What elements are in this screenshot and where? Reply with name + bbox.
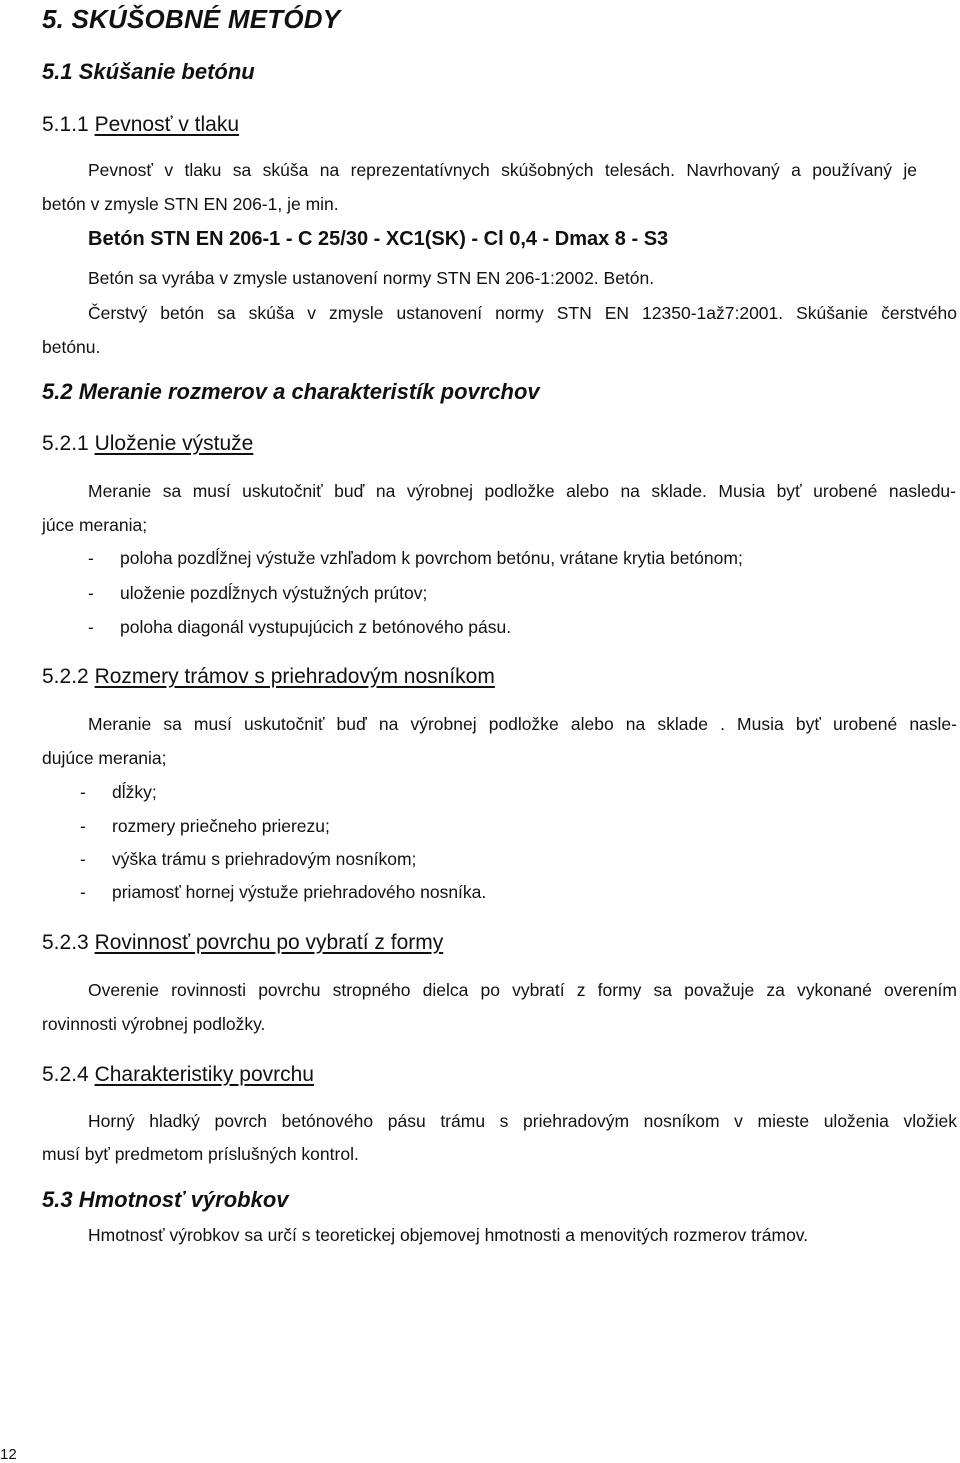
subsection-title: Rozmery trámov s priehradovým nosníkom	[94, 665, 495, 688]
list-dash: -	[88, 548, 94, 568]
subsection-number: 5.2.2	[42, 665, 89, 688]
list-dash: -	[80, 782, 86, 802]
list-item: priamosť hornej výstuže priehradového nosníka.	[112, 882, 487, 902]
subsection-heading-5-2-2	[42, 664, 495, 690]
paragraph-line: musí byť predmetom príslušných kontrol.	[42, 1144, 359, 1164]
list-item: výška trámu s priehradovým nosníkom;	[112, 849, 417, 869]
subsection-title: Charakteristiky povrchu	[94, 1063, 314, 1086]
list-dash: -	[80, 849, 86, 869]
list-dash: -	[88, 617, 94, 637]
subsection-heading-5-2-1	[42, 431, 253, 457]
page-number: 12	[0, 1446, 17, 1463]
list-item: poloha pozdĺžnej výstuže vzhľadom k povrchom betónu, vrátane krytia betónom;	[120, 548, 743, 568]
list-dash: -	[80, 882, 86, 902]
subsection-heading-5-2-3	[42, 930, 443, 956]
paragraph-line: betónu.	[42, 337, 101, 357]
subsection-number: 5.2.4	[42, 1063, 89, 1086]
subsection-heading-5-1-1	[42, 112, 239, 138]
list-dash: -	[80, 816, 86, 836]
subsection-number: 5.2.1	[42, 432, 89, 455]
list-item: rozmery priečneho prierezu;	[112, 816, 330, 836]
subsection-title: Uloženie výstuže	[94, 432, 254, 455]
paragraph-line: Meranie sa musí uskutočniť buď na výrobnej podložke alebo na sklade. Musia byť urobené nasledu-	[88, 481, 956, 501]
subsection-heading-5-2-4	[42, 1062, 314, 1088]
subsection-title: Rovinnosť povrchu po vybratí z formy	[94, 931, 444, 954]
section-heading-5-2: 5.2 Meranie rozmerov a charakteristík povrchov	[42, 379, 540, 404]
paragraph-line: Hmotnosť výrobkov sa určí s teoretickej objemovej hmotnosti a menovitých rozmerov trámov.	[88, 1225, 809, 1245]
paragraph-line: rovinnosti výrobnej podložky.	[42, 1014, 266, 1034]
concrete-spec: Betón STN EN 206-1 - C 25/30 - XC1(SK) - Cl 0,4 - Dmax 8 - S3	[88, 228, 669, 250]
subsection-number: 5.1.1	[42, 113, 89, 136]
paragraph-line: Betón sa vyrába v zmysle ustanovení normy STN EN 206-1:2002. Betón.	[88, 268, 655, 288]
section-heading-5-1: 5.1 Skúšanie betónu	[42, 59, 255, 84]
chapter-heading: 5. SKÚŠOBNÉ METÓDY	[42, 4, 341, 34]
paragraph-line: júce merania;	[42, 515, 148, 535]
list-item: poloha diagonál vystupujúcich z betónového pásu.	[120, 617, 512, 637]
section-heading-5-3: 5.3 Hmotnosť výrobkov	[42, 1187, 289, 1212]
paragraph-line: Pevnosť v tlaku sa skúša na reprezentatívnych skúšobných telesách. Navrhovaný a používaný je	[88, 160, 917, 180]
subsection-number: 5.2.3	[42, 931, 89, 954]
paragraph-line: Horný hladký povrch betónového pásu trámu s priehradovým nosníkom v mieste uloženia vložiek	[88, 1111, 957, 1131]
paragraph-line: betón v zmysle STN EN 206-1, je min.	[42, 194, 339, 214]
paragraph-line: Čerstvý betón sa skúša v zmysle ustanovení normy STN EN 12350-1až7:2001. Skúšanie čerstvého	[88, 303, 957, 323]
list-item: uloženie pozdĺžnych výstužných prútov;	[120, 583, 428, 603]
paragraph-line: Overenie rovinnosti povrchu stropného dielca po vybratí z formy sa považuje za vykonané overením	[88, 980, 957, 1000]
list-item: dĺžky;	[112, 782, 157, 802]
paragraph-line: dujúce merania;	[42, 748, 167, 768]
paragraph-line: Meranie sa musí uskutočniť buď na výrobnej podložke alebo na sklade . Musia byť urobené nasle-	[88, 714, 957, 734]
list-dash: -	[88, 583, 94, 603]
subsection-title: Pevnosť v tlaku	[94, 113, 240, 136]
